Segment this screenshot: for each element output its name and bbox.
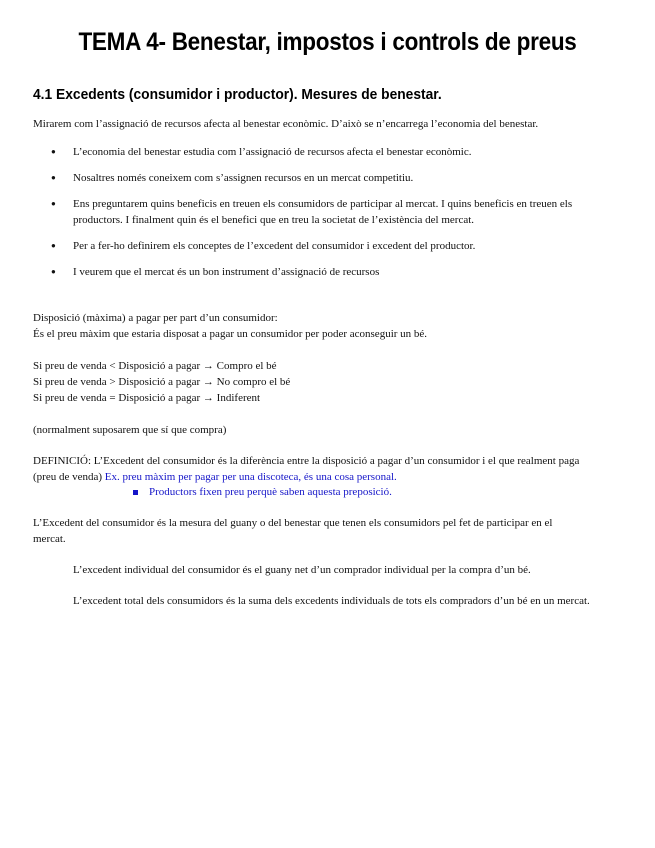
list-item: ● I veurem que el mercat és un bon instrument d’assignació de recursos [33, 264, 613, 280]
note: (normalment suposarem que sí que compra) [33, 424, 227, 436]
list-item: ● Ens preguntarem quins beneficis en treuen els consumidors de participar al mercat. I quins beneficis en treuen els productors. I finalment quin és el benefici que en treu la societat de l’existència del mercat. [33, 196, 613, 228]
list-item: ● L’economia del benestar estudia com l’assignació de recursos afecta el benestar econòmic. [33, 144, 613, 160]
sub-item-text: Productors fixen preu perquè saben aquesta preposició. [149, 486, 392, 498]
individual-surplus: L’excedent individual del consumidor és el guany net d’un comprador individual per la compra d’un bé. [73, 564, 531, 576]
section-heading: 4.1 Excedents (consumidor i productor). Mesures de benestar. [33, 86, 442, 103]
total-surplus: L’excedent total dels consumidors és la suma dels excedents individuals de tots els compradors d’un bé en un mercat. [73, 595, 590, 607]
intro-paragraph: Mirarem com l’assignació de recursos afecta al benestar econòmic. D’això se n’encarrega l’economia del benestar. [33, 118, 539, 130]
rule-line: Si preu de venda = Disposició a pagar → Indiferent [33, 392, 261, 404]
bullet-list [33, 144, 613, 290]
willingness-title: Disposició (màxima) a pagar per part d’un consumidor: [33, 312, 278, 324]
definition-continuation: (preu de venda) [33, 471, 103, 483]
sub-list-item [133, 484, 392, 500]
page-title: TEMA 4- Benestar, impostos i controls de preus [78, 28, 577, 56]
definition-example: Ex. preu màxim per pagar per una discoteca, és una cosa personal. [104, 471, 397, 483]
rule-line: Si preu de venda < Disposició a pagar → Compro el bé [33, 360, 277, 372]
surplus-definition-2: mercat. [33, 533, 66, 545]
definition-line: DEFINICIÓ: L’Excedent del consumidor és la diferència entre la disposició a pagar d’un consumidor i el que realment paga [33, 455, 580, 467]
list-item: ● Per a fer-ho definirem els conceptes de l’excedent del consumidor i excedent del productor. [33, 238, 613, 254]
list-item: ● Nosaltres només coneixem com s’assignen recursos en un mercat competitiu. [33, 170, 613, 186]
definition-line-2 [33, 469, 397, 485]
willingness-definition: És el preu màxim que estaria disposat a pagar un consumidor per poder aconseguir un bé. [33, 328, 428, 340]
square-bullet-icon [133, 490, 138, 495]
rule-line: Si preu de venda > Disposició a pagar → No compro el bé [33, 376, 291, 388]
surplus-definition: L’Excedent del consumidor és la mesura del guany o del benestar que tenen els consumidors pel fet de participar en el [33, 517, 553, 529]
